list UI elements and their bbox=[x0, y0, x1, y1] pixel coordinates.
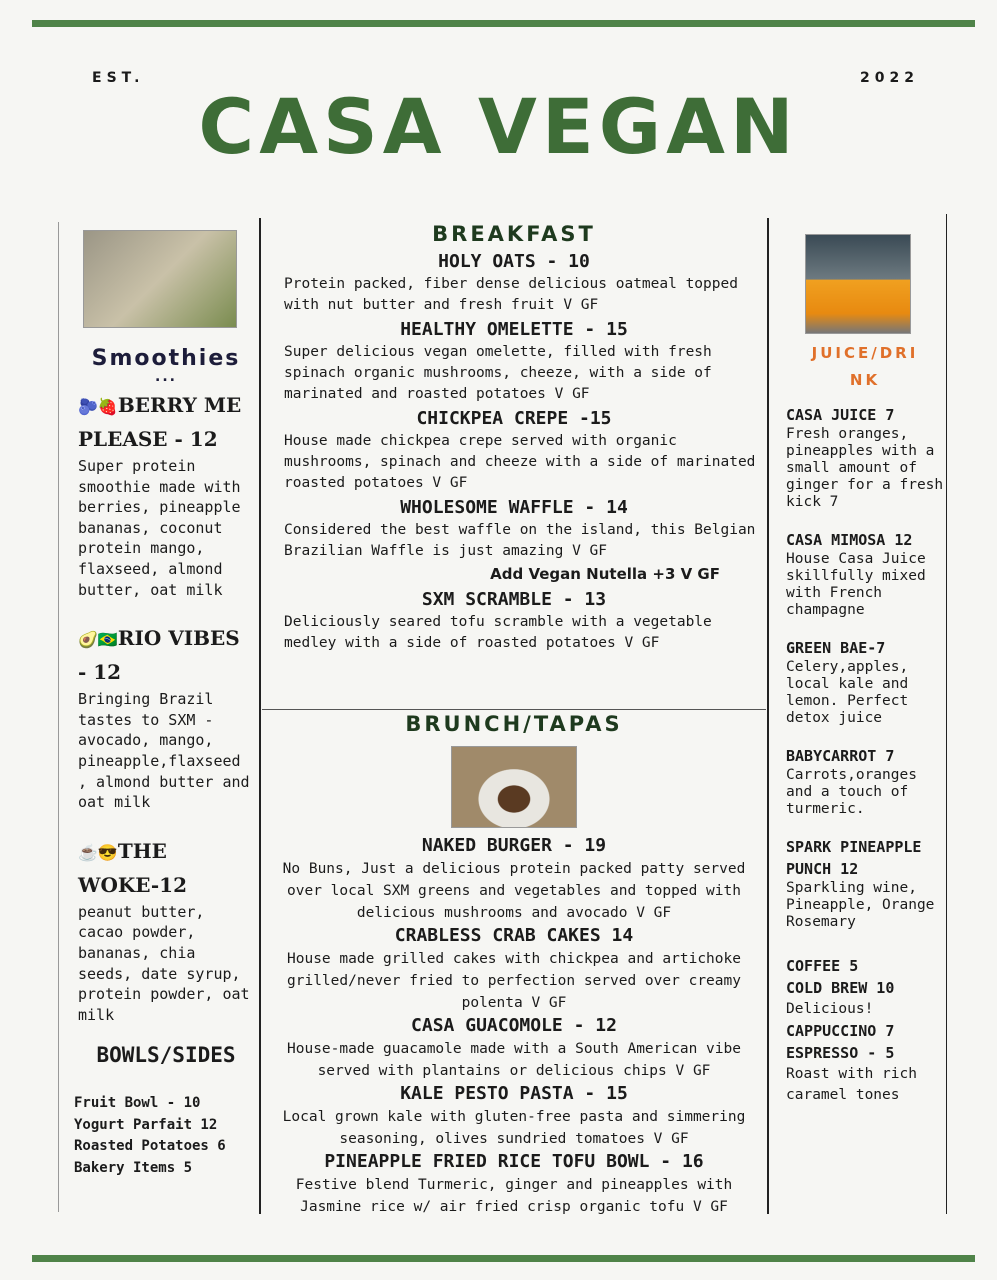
menu-item-desc: Festive blend Turmeric, ginger and pineapples with Jasmine rice w/ air fried crisp organic tofu V GF bbox=[295, 1177, 733, 1215]
smoothies-heading: Smoothies bbox=[91, 346, 241, 371]
menu-item-name: COFFEE 5 bbox=[786, 957, 859, 975]
est-label: EST. bbox=[92, 70, 145, 86]
menu-item-desc: House Casa Juice skillfully mixed with French champagne bbox=[786, 551, 926, 618]
menu-item-desc: Super delicious vegan omelette, filled with fresh spinach organic mushrooms, cheeze, with a side of marinated and roasted potatoes V GF bbox=[284, 344, 712, 402]
menu-item-desc: No Buns, Just a delicious protein packed patty served over local SXM greens and vegetables and topped with delicious mushrooms and avocado V GF bbox=[282, 861, 746, 921]
menu-item-desc: Considered the best waffle on the island, this Belgian Brazilian Waffle is just amazing V GF bbox=[284, 522, 756, 559]
menu-item-desc: House made grilled cakes with chickpea and artichoke grilled/never fried to perfection served over creamy polenta V GF bbox=[287, 951, 741, 1011]
menu-item-name: CRABLESS CRAB CAKES 14 bbox=[394, 925, 634, 946]
menu-item-desc: Celery,apples, local kale and lemon. Perfect detox juice bbox=[786, 659, 909, 726]
menu-item-name: CASA GUACOMOLE - 12 bbox=[411, 1015, 617, 1036]
menu-item-addon: Add Vegan Nutella +3 V GF bbox=[490, 565, 720, 583]
menu-item bbox=[786, 404, 944, 511]
menu-item bbox=[786, 745, 944, 818]
menu-item bbox=[262, 1014, 766, 1082]
juice-photo bbox=[805, 234, 911, 334]
burger-photo bbox=[451, 746, 577, 828]
menu-item bbox=[262, 250, 766, 316]
menu-item-name: GREEN BAE-7 bbox=[786, 639, 886, 657]
menu-item-name: SXM SCRAMBLE - 13 bbox=[421, 589, 607, 610]
menu-item bbox=[786, 529, 944, 619]
item-title: THE WOKE-12 bbox=[78, 838, 188, 897]
menu-item bbox=[262, 318, 766, 405]
menu-item-name: CHICKPEA CREPE -15 bbox=[416, 408, 612, 429]
menu-item-desc: Carrots,oranges and a touch of turmeric. bbox=[786, 767, 917, 817]
divider bbox=[259, 218, 261, 1214]
menu-item bbox=[262, 924, 766, 1014]
menu-item bbox=[262, 1150, 766, 1218]
menu-item-name bbox=[78, 389, 254, 456]
menu-item-desc: Protein packed, fiber dense delicious oatmeal topped with nut butter and fresh fruit V GF bbox=[284, 276, 738, 313]
top-border bbox=[32, 20, 975, 27]
side-item: Yogurt Parfait 12 bbox=[74, 1116, 218, 1133]
menu-item-name bbox=[78, 835, 254, 902]
menu-item bbox=[786, 836, 944, 931]
brunch-heading: BRUNCH/TAPAS bbox=[405, 712, 623, 736]
menu-item-name: WHOLESOME WAFFLE - 14 bbox=[400, 497, 628, 518]
menu-item-name: ESPRESSO - 5 bbox=[786, 1044, 895, 1062]
breakfast-section bbox=[262, 222, 766, 654]
coffee-desc: Roast with rich caramel tones bbox=[786, 1066, 917, 1103]
drinks-heading: JUICE/DRINK bbox=[811, 344, 919, 389]
smoothies-column bbox=[74, 230, 254, 1179]
menu-item-name: PINEAPPLE FRIED RICE TOFU BOWL - 16 bbox=[324, 1151, 704, 1172]
dots: ... bbox=[155, 369, 177, 385]
menu-item-name: CASA JUICE 7 bbox=[786, 406, 895, 424]
bowls-heading: BOWLS/SIDES bbox=[96, 1043, 236, 1068]
menu-item bbox=[262, 496, 766, 586]
menu-item-name: NAKED BURGER - 19 bbox=[421, 835, 607, 856]
coffee-list bbox=[786, 955, 944, 1106]
divider bbox=[262, 709, 766, 710]
menu-item-name: SPARK PINEAPPLE PUNCH 12 bbox=[786, 838, 922, 878]
menu-item bbox=[262, 407, 766, 494]
emoji-icon: ☕😎 bbox=[78, 842, 118, 862]
divider bbox=[58, 222, 59, 1212]
menu-item-desc: Deliciously seared tofu scramble with a vegetable medley with a side of roasted potatoes V GF bbox=[284, 614, 712, 651]
smoothie-item bbox=[78, 622, 254, 813]
menu-item-name: HEALTHY OMELETTE - 15 bbox=[400, 319, 628, 340]
coffee-note: Delicious! bbox=[786, 1001, 874, 1017]
menu-item-name: HOLY OATS - 10 bbox=[438, 251, 590, 272]
smoothie-item bbox=[78, 835, 254, 1026]
item-title: RIO VIBES - 12 bbox=[78, 626, 240, 685]
emoji-icon: 🥑🇧🇷 bbox=[78, 630, 118, 650]
divider bbox=[767, 218, 769, 1214]
menu-item-desc: Fresh oranges, pineapples with a small amount of ginger for a fresh kick 7 bbox=[786, 426, 944, 510]
menu-item-desc: Super protein smoothie made with berries, pineapple bananas, coconut protein mango, flaxseed, almond butter, oat milk bbox=[78, 457, 241, 599]
breakfast-heading: BREAKFAST bbox=[432, 222, 596, 246]
divider bbox=[946, 214, 947, 1214]
menu-item-name: BABYCARROT 7 bbox=[786, 747, 895, 765]
smoothie-photo bbox=[83, 230, 237, 328]
menu-item-desc: Sparkling wine, Pineapple, Orange Rosemary bbox=[786, 880, 935, 930]
side-item: Bakery Items 5 bbox=[74, 1159, 193, 1176]
menu-item-desc: Local grown kale with gluten-free pasta and simmering seasoning, olives sundried tomatoes V GF bbox=[282, 1109, 746, 1147]
side-item: Fruit Bowl - 10 bbox=[74, 1095, 201, 1112]
menu-item-name: KALE PESTO PASTA - 15 bbox=[400, 1083, 628, 1104]
restaurant-title: CASA VEGAN bbox=[198, 82, 799, 171]
menu-item bbox=[262, 588, 766, 654]
menu-item-desc: peanut butter, cacao powder, bananas, chia seeds, date syrup, protein powder, oat milk bbox=[78, 902, 250, 1024]
emoji-icon: 🫐🍓 bbox=[78, 397, 118, 416]
brunch-section bbox=[262, 712, 766, 1218]
menu-item-desc: Bringing Brazil tastes to SXM - avocado, mango, pineapple,flaxseed , almond butter and oat milk bbox=[78, 690, 250, 812]
year-label: 2022 bbox=[860, 70, 919, 86]
item-title: BERRY ME PLEASE - 12 bbox=[78, 393, 242, 451]
menu-item bbox=[262, 834, 766, 924]
menu-item-name bbox=[78, 622, 254, 689]
menu-item-name: CASA MIMOSA 12 bbox=[786, 531, 913, 549]
menu-item-name: CAPPUCCINO 7 bbox=[786, 1022, 895, 1040]
menu-item-desc: House-made guacamole made with a South American vibe served with plantains or delicious chips V GF bbox=[287, 1041, 741, 1079]
menu-item-desc: House made chickpea crepe served with organic mushrooms, spinach and cheeze with a side of marinated roasted potatoes V GF bbox=[284, 433, 756, 491]
drinks-column bbox=[786, 234, 944, 1106]
smoothie-item bbox=[78, 389, 254, 600]
bottom-border bbox=[32, 1255, 975, 1262]
side-item: Roasted Potatoes 6 bbox=[74, 1138, 226, 1155]
menu-item-name: COLD BREW 10 bbox=[786, 979, 895, 997]
menu-item bbox=[262, 1082, 766, 1150]
menu-item bbox=[786, 637, 944, 727]
